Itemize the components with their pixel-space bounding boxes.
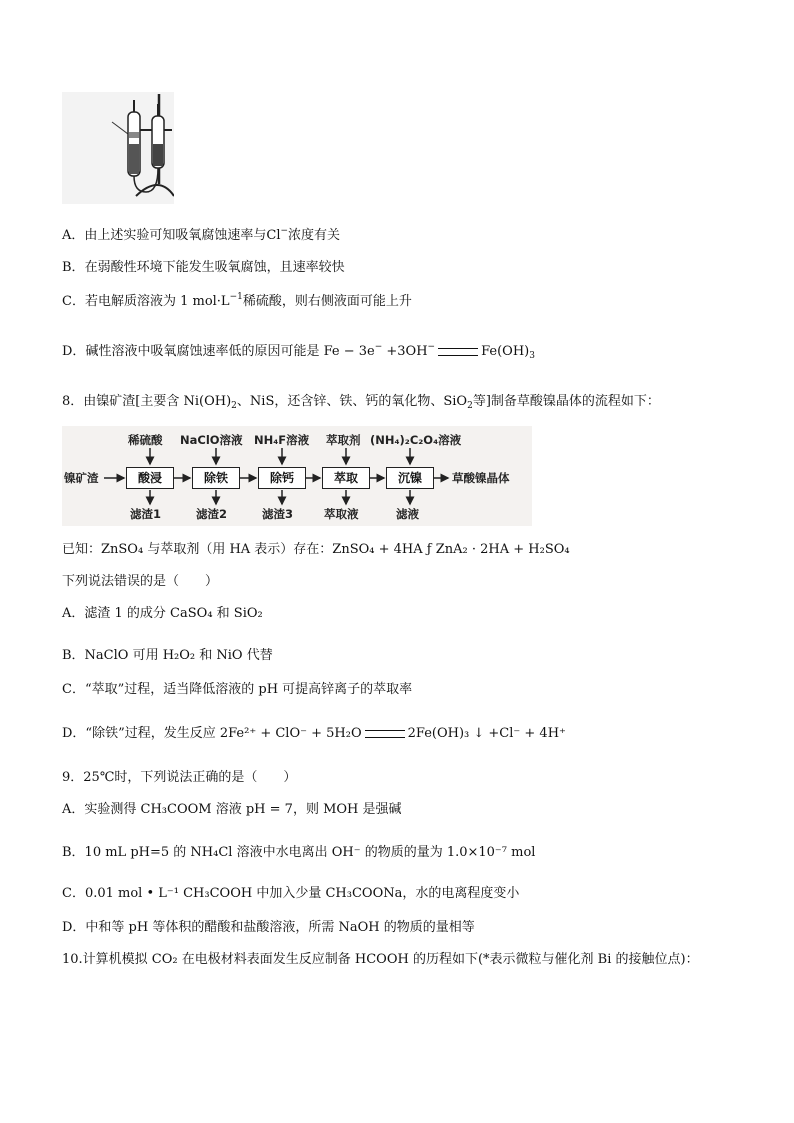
- subscript: 3: [529, 351, 535, 361]
- output-3: 滤渣3: [262, 507, 294, 521]
- option-text: 在弱酸性环境下能发生吸氧腐蚀，且速率较快: [84, 260, 345, 275]
- subscript: 2: [467, 401, 473, 411]
- q9-option-d: D．中和等 pH 等体积的醋酸和盐酸溶液，所需 NaOH 的物质的量相等: [62, 920, 475, 935]
- option-text: +3OH: [382, 344, 428, 359]
- step-box-3: 除钙: [258, 467, 306, 489]
- output-5: 滤液: [396, 507, 419, 521]
- superscript: −: [280, 226, 289, 236]
- superscript: −: [374, 342, 383, 352]
- equals-sign: [438, 348, 478, 356]
- q8-known: 已知：ZnSO₄ 与萃取剂（用 HA 表示）存在：ZnSO₄ + 4HA ƒ ZnA₂ · 2HA + H₂SO₄: [62, 542, 570, 557]
- reagent-4: 萃取剂: [326, 433, 361, 447]
- q7-option-c: [62, 292, 412, 312]
- q8-option-d: [62, 724, 566, 744]
- option-text: 由上述实验可知吸氧腐蚀速率与Cl: [84, 228, 281, 243]
- output-4: 萃取液: [324, 507, 359, 521]
- subscript: 2: [231, 401, 237, 411]
- step-box-1: 酸浸: [126, 467, 174, 489]
- reagent-2: NaClO溶液: [180, 433, 243, 447]
- apparatus-figure: [62, 92, 174, 204]
- option-text: 碱性溶液中吸氧腐蚀速率低的原因可能是 Fe − 3e: [85, 344, 375, 359]
- option-text: Fe(OH): [481, 344, 530, 359]
- stem-text: 等]制备草酸镍晶体的流程如下：: [472, 394, 660, 409]
- superscript: −: [427, 342, 436, 352]
- step-box-4: 萃取: [322, 467, 370, 489]
- flow-end: 草酸镍晶体: [452, 471, 510, 485]
- step-box-2: 除铁: [192, 467, 240, 489]
- reagent-3: NH₄F溶液: [254, 433, 310, 447]
- q7-option-a: [62, 226, 340, 246]
- reagent-1: 稀硫酸: [128, 433, 163, 447]
- option-text: 2Fe(OH)₃ ↓ +Cl⁻ + 4H⁺: [407, 726, 566, 741]
- q8-option-a: A．滤渣 1 的成分 CaSO₄ 和 SiO₂: [62, 606, 263, 621]
- stem-text: 由镍矿渣[主要含 Ni(OH): [83, 394, 232, 409]
- option-text: 若电解质溶液为 1 mol·L: [84, 294, 230, 309]
- q8-option-c: C．“萃取”过程，适当降低溶液的 pH 可提高锌离子的萃取率: [62, 682, 413, 697]
- q9-stem: 9．25℃时，下列说法正确的是（ ）: [62, 770, 297, 785]
- q7-option-b: [62, 258, 345, 278]
- q10-stem: 10.计算机模拟 CO₂ 在电极材料表面发生反应制备 HCOOH 的历程如下(*表示微粒与催化剂 Bi 的接触位点)：: [62, 952, 699, 967]
- option-letter: C．: [62, 294, 85, 309]
- flow-start: 镍矿渣: [64, 471, 99, 485]
- output-1: 滤渣1: [130, 507, 162, 521]
- option-text: 浓度有关: [288, 228, 341, 243]
- reagent-5: (NH₄)₂C₂O₄溶液: [370, 433, 462, 447]
- q8-stem: [62, 392, 660, 412]
- option-letter: D．: [62, 344, 86, 359]
- process-flowchart: [62, 426, 532, 526]
- option-letter: A．: [62, 228, 85, 243]
- q7-option-d: [62, 342, 535, 362]
- option-text: 稀硫酸，则右侧液面可能上升: [242, 294, 412, 309]
- question-number: 8．: [62, 394, 84, 409]
- option-text: D．“除铁”过程，发生反应 2Fe²⁺ + ClO⁻ + 5H₂O: [62, 726, 362, 741]
- q9-option-c: C．0.01 mol • L⁻¹ CH₃COOH 中加入少量 CH₃COONa，水的电离程度变小: [62, 886, 520, 901]
- stem-text: 、NiS，还含锌、铁、钙的氧化物、SiO: [236, 394, 468, 409]
- apparatus-drawing: [62, 92, 174, 204]
- q9-option-a: A．实验测得 CH₃COOM 溶液 pH = 7，则 MOH 是强碱: [62, 802, 402, 817]
- q9-option-b: B．10 mL pH=5 的 NH₄Cl 溶液中水电离出 OH⁻ 的物质的量为 1.0×10⁻⁷ mol: [62, 845, 536, 860]
- equals-sign: [365, 730, 405, 738]
- superscript: −1: [229, 292, 243, 302]
- option-letter: B．: [62, 260, 85, 275]
- q8-option-b: B．NaClO 可用 H₂O₂ 和 NiO 代替: [62, 648, 273, 663]
- step-box-5: 沉镍: [386, 467, 434, 489]
- output-2: 滤渣2: [196, 507, 228, 521]
- q8-question: 下列说法错误的是（ ）: [62, 574, 219, 589]
